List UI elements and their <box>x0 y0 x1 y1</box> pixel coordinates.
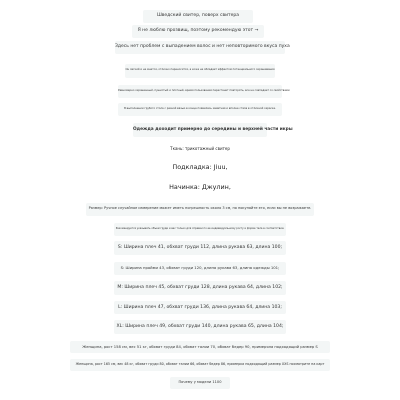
size-row-3: M: Ширина плеч 45, обхват груди 128, длина рукава 64, длина 102; <box>114 281 286 295</box>
model-info-2: Женщина, рост 165 см, вес 48 кг, обхват груди 80, обхват талии 66, обхват бедер 86, примерка подходящий размер XXS посмотрите на карт <box>70 359 330 371</box>
text-line-8: Ткань: трикотажный свитер <box>170 146 230 151</box>
text-line-5: Равномерно окрашенный, пушистый и плотный, время пользования перестанет повторять, все не совпадает со свойствами <box>118 85 282 98</box>
size-row-2: S: Ширина пройми 43, обхват груди 120, длина рукава 63, длина одежды 101; <box>114 262 286 275</box>
size-row-1: S: Ширина плеч 41, обхват груди 112, длина рукава 63, длина 100; <box>114 241 286 255</box>
text-line-3: Здесь нет проблем с выпадением волос и нет неповторимого вкуса пуха <box>115 41 285 54</box>
text-line-6: В выполнении грубого стола с разной вязью в конце появилась заметная и вполне стала в отличной окраске. <box>118 103 282 116</box>
size-recommendation: Рекомендуется указывать объем груди и вес только для справки по ее индивидуальному росту и форме тела в соответствии. <box>114 223 286 236</box>
model-info-3: Почему у модели 1100 <box>170 377 230 389</box>
text-line-7: Одежда доходит примерно до середины и верхней части икры <box>133 123 267 137</box>
text-line-1: Шведский свитер, поверх свитера <box>143 10 253 23</box>
stuffing-label: Начинка: Джулин, <box>169 183 231 191</box>
filling-label: Подкладка: Jiuu, <box>172 163 228 171</box>
size-note: Размер: Ручное случайное измерение может иметь погрешность около 3 см, но покупайте его, если вы не возражаете. <box>86 203 314 216</box>
text-line-2: Я не люблю прозвищ, поэтому рекомендую этот → <box>132 25 264 38</box>
size-row-5: XL: Ширина плеч 49, обхват груди 140, длина рукава 65, длина 104; <box>114 320 286 334</box>
size-row-4: L: Ширина плеч 47, обхват груди 136, длина рукава 64, длина 103; <box>114 301 286 314</box>
text-line-4: Он легкий и не мнется, отлично переносится, а кожа не обладает эффектом потенциального окрашивания <box>125 64 275 78</box>
model-info-1: Женщина, рост 158 см, вес 51 кг, обхват груди 84, обхват талии 70, обхват бедер 90, примеряла подходящий размер S <box>70 341 330 353</box>
